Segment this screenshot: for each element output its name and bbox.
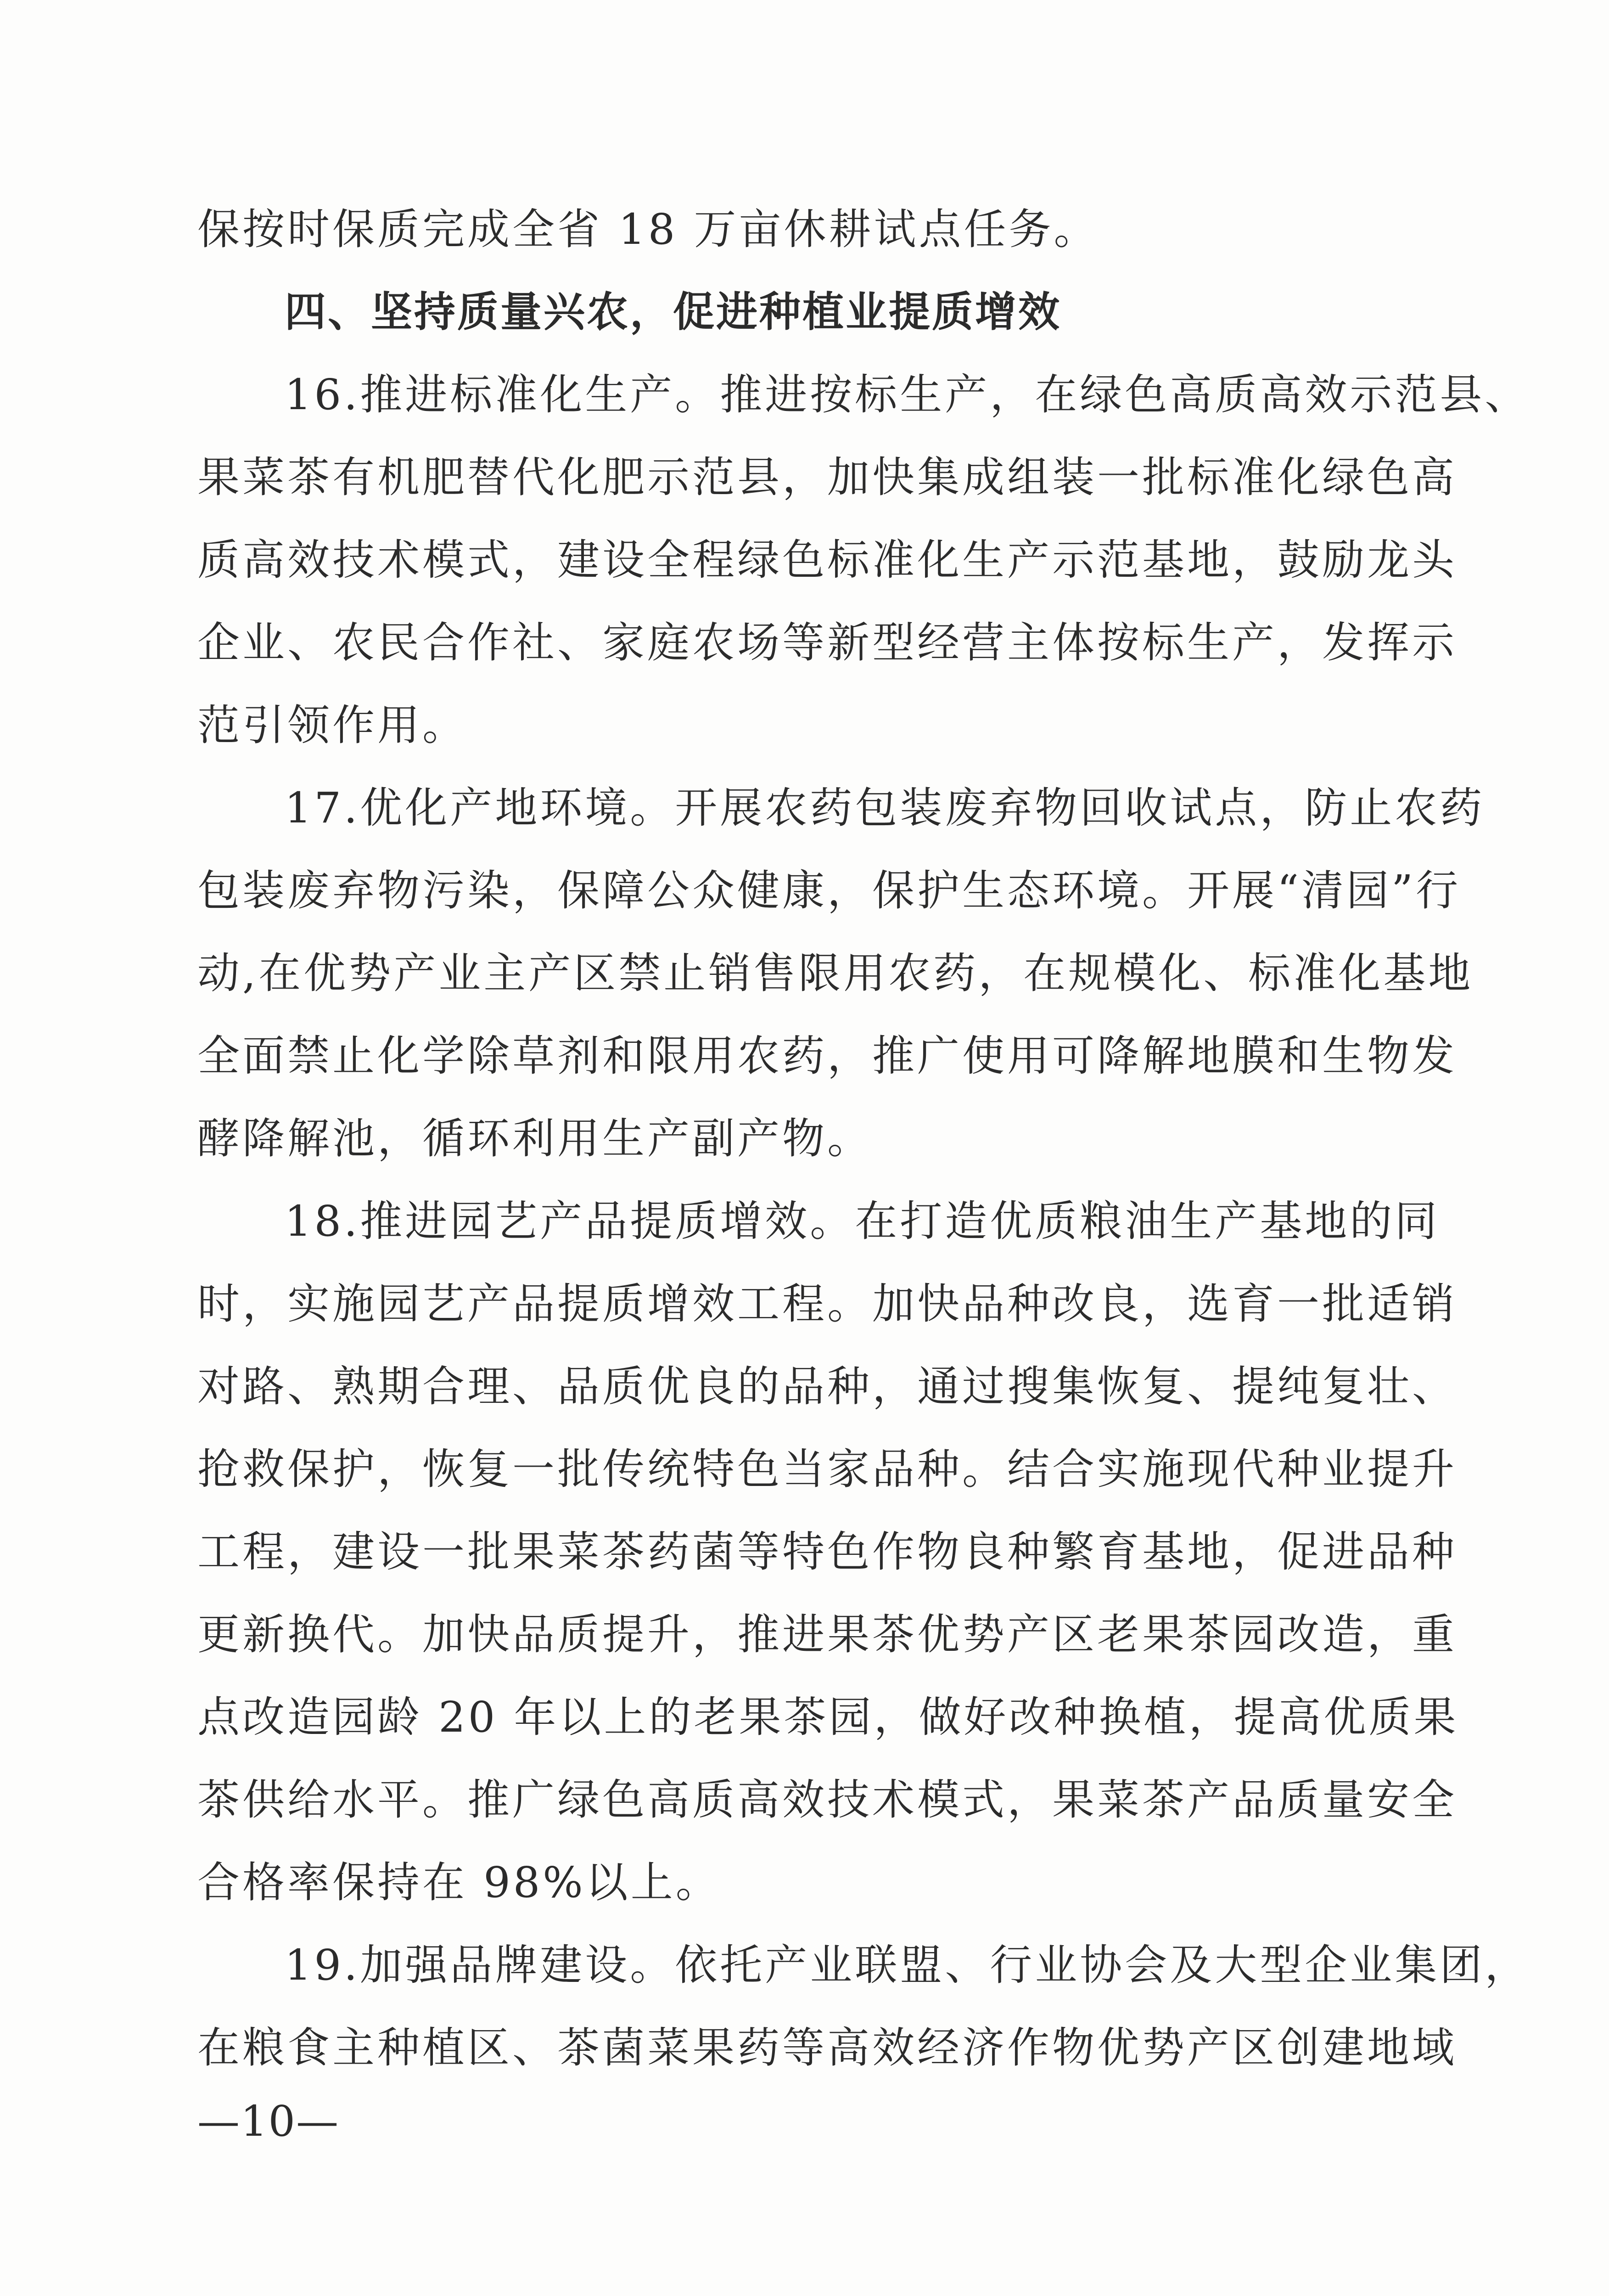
paragraph-line: 工程，建设一批果菜茶药菌等特色作物良种繁育基地，促进品种 [197, 1527, 1458, 1576]
paragraph-line: 包装废弃物污染，保障公众健康，保护生态环境。开展“清园”行 [197, 866, 1461, 915]
paragraph-line: 合格率保持在 98%以上。 [197, 1858, 721, 1907]
document-body [197, 188, 1530, 2089]
paragraph-line: 酵降解池，循环利用生产副产物。 [197, 1114, 873, 1163]
paragraph-line: 动,在优势产业主产区禁止销售限用农药，在规模化、标准化基地 [197, 949, 1474, 998]
paragraph-line: 在粮食主种植区、茶菌菜果药等高效经济作物优势产区创建地域 [197, 2023, 1458, 2072]
paragraph-line: 抢救保护，恢复一批传统特色当家品种。结合实施现代种业提升 [197, 1445, 1458, 1494]
paragraph-line: 点改造园龄 20 年以上的老果茶园，做好改种换植，提高优质果 [197, 1693, 1459, 1742]
paragraph-line: 质高效技术模式，建设全程绿色标准化生产示范基地，鼓励龙头 [197, 535, 1458, 585]
paragraph-line: 18.推进园艺产品提质增效。在打造优质粮油生产基地的同 [285, 1197, 1440, 1246]
paragraph-line: 保按时保质完成全省 18 万亩休耕试点任务。 [197, 205, 1099, 254]
paragraph-line: 茶供给水平。推广绿色高质高效技术模式，果菜茶产品质量安全 [197, 1775, 1458, 1824]
paragraph-line: 果菜茶有机肥替代化肥示范县，加快集成组装一批标准化绿色高 [197, 453, 1458, 502]
paragraph-line: 更新换代。加快品质提升，推进果茶优势产区老果茶园改造，重 [197, 1610, 1458, 1659]
paragraph-line: 对路、熟期合理、品质优良的品种，通过搜集恢复、提纯复壮、 [197, 1362, 1458, 1411]
paragraph-line: 全面禁止化学除草剂和限用农药，推广使用可降解地膜和生物发 [197, 1031, 1458, 1080]
paragraph-line: 企业、农民合作社、家庭农场等新型经营主体按标生产，发挥示 [197, 618, 1458, 667]
page-number: —10— [197, 2097, 340, 2146]
paragraph-line: 17.优化产地环境。开展农药包装废弃物回收试点，防止农药 [285, 783, 1485, 833]
paragraph-line: 范引领作用。 [197, 701, 468, 750]
paragraph-line: 16.推进标准化生产。推进按标生产，在绿色高质高效示范县、 [285, 370, 1530, 419]
section-heading: 四、坚持质量兴农，促进种植业提质增效 [285, 288, 1061, 336]
paragraph-line: 时，实施园艺产品提质增效工程。加快品种改良，选育一批适销 [197, 1279, 1458, 1328]
paragraph-line: 19.加强品牌建设。依托产业联盟、行业协会及大型企业集团， [285, 1941, 1530, 1990]
